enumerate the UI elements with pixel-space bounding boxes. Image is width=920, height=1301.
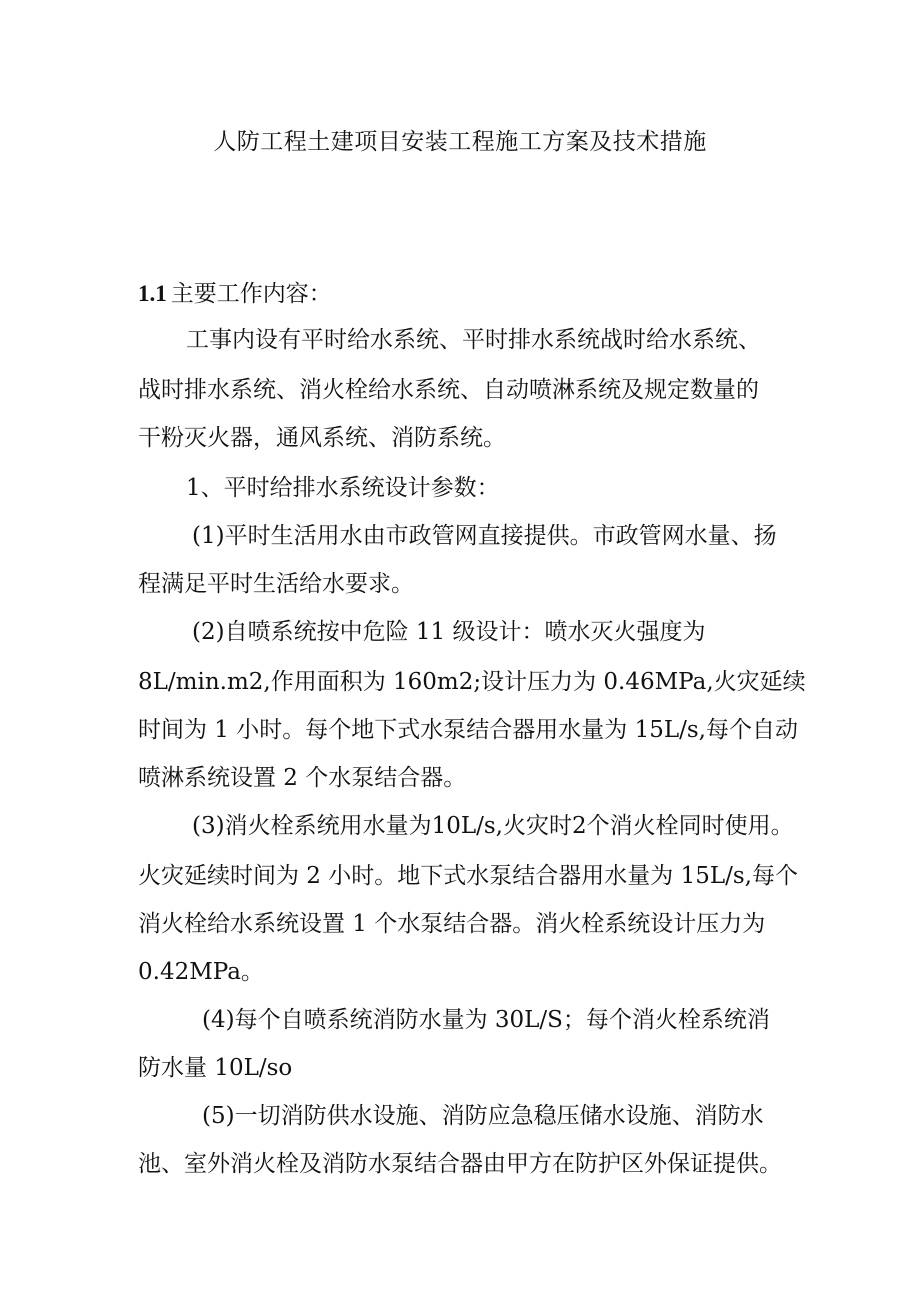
paragraph-line: 8L/min.m2,作用面积为 160m2;设计压力为 0.46MPa,火灾延续 bbox=[138, 669, 806, 695]
paragraph-line: (1)平时生活用水由市政管网直接提供。市政管网水量、扬 bbox=[192, 523, 777, 549]
paragraph-line: (2)自喷系统按中危险 11 级设计：喷水灭火强度为 bbox=[192, 619, 706, 645]
section-number: 1.1 bbox=[138, 281, 167, 306]
section-title: 主要工作内容： bbox=[170, 281, 332, 307]
paragraph-line: 干粉灭火器，通风系统、消防系统。 bbox=[138, 425, 506, 451]
paragraph-line: 池、室外消火栓及消防水泵结合器由甲方在防护区外保证提供。 bbox=[138, 1151, 782, 1177]
paragraph-line: 战时排水系统、消火栓给水系统、自动喷淋系统及规定数量的 bbox=[138, 377, 759, 403]
paragraph-line: 0.42MPa。 bbox=[138, 959, 264, 985]
paragraph-line: (4)每个自喷系统消防水量为 30L/S；每个消火栓系统消 bbox=[202, 1007, 770, 1033]
paragraph-line: 工事内设有平时给水系统、平时排水系统战时给水系统、 bbox=[186, 327, 761, 353]
paragraph-line: 防水量 10L/so bbox=[138, 1055, 293, 1081]
paragraph-line: (3)消火栓系统用水量为10L/s,火灾时2个消火栓同时使用。 bbox=[192, 813, 794, 839]
paragraph-line: 喷淋系统设置 2 个水泵结合器。 bbox=[138, 765, 467, 791]
paragraph-line: 1、平时给排水系统设计参数： bbox=[186, 475, 500, 501]
paragraph-line: (5)一切消防供水设施、消防应急稳压储水设施、消防水 bbox=[202, 1103, 764, 1129]
paragraph-line: 火灾延续时间为 2 小时。地下式水泵结合器用水量为 15L/s,每个 bbox=[138, 863, 798, 889]
paragraph-line: 消火栓给水系统设置 1 个水泵结合器。消火栓系统设计压力为 bbox=[138, 911, 766, 937]
paragraph-line: 程满足平时生活给水要求。 bbox=[138, 571, 414, 597]
paragraph-line: 时间为 1 小时。每个地下式水泵结合器用水量为 15L/s,每个自动 bbox=[138, 717, 798, 743]
document-title: 人防工程土建项目安装工程施工方案及技术措施 bbox=[213, 129, 707, 155]
section-heading bbox=[138, 276, 332, 312]
